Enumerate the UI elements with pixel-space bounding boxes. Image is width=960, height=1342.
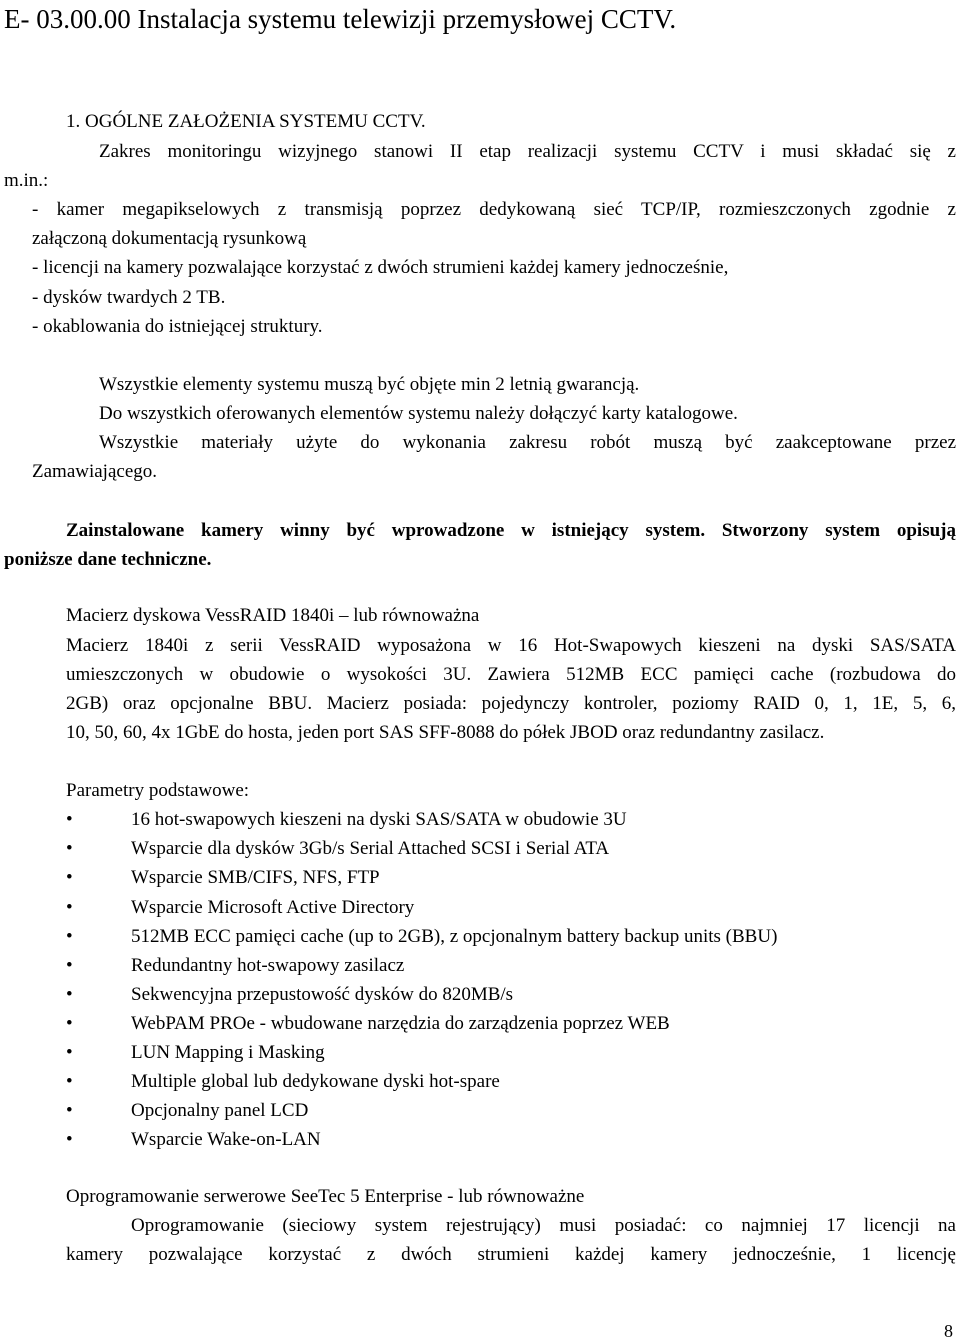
software-desc-line: Oprogramowanie (sieciowy system rejestrujący) musi posiadać: co najmniej 17 licencji na bbox=[131, 1215, 956, 1236]
warranty-note: Wszystkie elementy systemu muszą być objęte min 2 letnią gwarancją. bbox=[99, 374, 640, 395]
scope-item: - licencji na kamery pozwalające korzystać z dwóch strumieni każdej kamery jednocześnie, bbox=[32, 257, 729, 278]
param-item: Wsparcie dla dysków 3Gb/s Serial Attached SCSI i Serial ATA bbox=[131, 838, 610, 859]
array-desc-line: 10, 50, 60, 4x 1GbE do hosta, jeden port SAS SFF-8088 do półek JBOD oraz redundantny zasilacz. bbox=[66, 722, 825, 743]
bullet-marker: • bbox=[66, 867, 73, 888]
bullet-marker: • bbox=[66, 1129, 73, 1150]
array-desc-line: umieszczonych w obudowie o wysokości 3U. Zawiera 512MB ECC pamięci cache (rozbudowa do bbox=[66, 664, 956, 685]
array-title: Macierz dyskowa VessRAID 1840i – lub równoważna bbox=[66, 605, 480, 626]
bullet-marker: • bbox=[66, 1071, 73, 1092]
catalog-note: Do wszystkich oferowanych elementów systemu należy dołączyć karty katalogowe. bbox=[99, 403, 738, 424]
scope-item: - okablowania do istniejącej struktury. bbox=[32, 316, 323, 337]
param-item: Multiple global lub dedykowane dyski hot-spare bbox=[131, 1071, 500, 1092]
section-heading: 1. OGÓLNE ZAŁOŻENIA SYSTEMU CCTV. bbox=[66, 111, 426, 132]
param-item: Opcjonalny panel LCD bbox=[131, 1100, 309, 1121]
bold-statement-line: Zainstalowane kamery winny być wprowadzone w istniejący system. Stworzony system opisują bbox=[66, 520, 956, 541]
bullet-marker: • bbox=[66, 1013, 73, 1034]
software-desc-line: kamery pozwalające korzystać z dwóch strumieni każdej kamery jednocześnie, 1 licencję bbox=[66, 1244, 956, 1265]
param-item: WebPAM PROe - wbudowane narzędzia do zarządzenia poprzez WEB bbox=[131, 1013, 670, 1034]
param-item: Wsparcie SMB/CIFS, NFS, FTP bbox=[131, 867, 380, 888]
bullet-marker: • bbox=[66, 809, 73, 830]
bullet-marker: • bbox=[66, 955, 73, 976]
bullet-marker: • bbox=[66, 984, 73, 1005]
param-item: Wsparcie Wake-on-LAN bbox=[131, 1129, 321, 1150]
param-item: LUN Mapping i Masking bbox=[131, 1042, 325, 1063]
array-desc-line: Macierz 1840i z serii VessRAID wyposażona w 16 Hot-Swapowych kieszeni na dyski SAS/SATA bbox=[66, 635, 956, 656]
document-title: E- 03.00.00 Instalacja systemu telewizji przemysłowej CCTV. bbox=[4, 4, 677, 34]
software-title: Oprogramowanie serwerowe SeeTec 5 Enterprise - lub równoważne bbox=[66, 1186, 585, 1207]
params-title: Parametry podstawowe: bbox=[66, 780, 250, 801]
page-number: 8 bbox=[944, 1321, 953, 1341]
scope-item: załączoną dokumentacją rysunkową bbox=[32, 228, 307, 249]
param-item: 16 hot-swapowych kieszeni na dyski SAS/SATA w obudowie 3U bbox=[131, 809, 627, 830]
materials-note-line: Wszystkie materiały użyte do wykonania zakresu robót muszą być zaakceptowane przez bbox=[99, 432, 956, 453]
scope-item: - dysków twardych 2 TB. bbox=[32, 287, 226, 308]
param-item: Sekwencyjna przepustowość dysków do 820MB/s bbox=[131, 984, 514, 1005]
param-item: Wsparcie Microsoft Active Directory bbox=[131, 897, 415, 918]
scope-item: - kamer megapikselowych z transmisją poprzez dedykowaną sieć TCP/IP, rozmieszczonych zgodnie z bbox=[32, 199, 956, 220]
scope-paragraph-line: m.in.: bbox=[4, 170, 49, 191]
bullet-marker: • bbox=[66, 1042, 73, 1063]
scope-paragraph-line: Zakres monitoringu wizyjnego stanowi II etap realizacji systemu CCTV i musi składać się z bbox=[99, 141, 956, 162]
materials-note-line: Zamawiającego. bbox=[32, 461, 158, 482]
bullet-marker: • bbox=[66, 1100, 73, 1121]
param-item: 512MB ECC pamięci cache (up to 2GB), z opcjonalnym battery backup units (BBU) bbox=[131, 926, 778, 947]
array-desc-line: 2GB) oraz opcjonalne BBU. Macierz posiada: pojedynczy kontroler, poziomy RAID 0, 1, 1E, 5, 6, bbox=[66, 693, 956, 714]
bullet-marker: • bbox=[66, 897, 73, 918]
bullet-marker: • bbox=[66, 838, 73, 859]
param-item: Redundantny hot-swapowy zasilacz bbox=[131, 955, 405, 976]
bullet-marker: • bbox=[66, 926, 73, 947]
bold-statement-line: poniższe dane techniczne. bbox=[4, 549, 212, 570]
